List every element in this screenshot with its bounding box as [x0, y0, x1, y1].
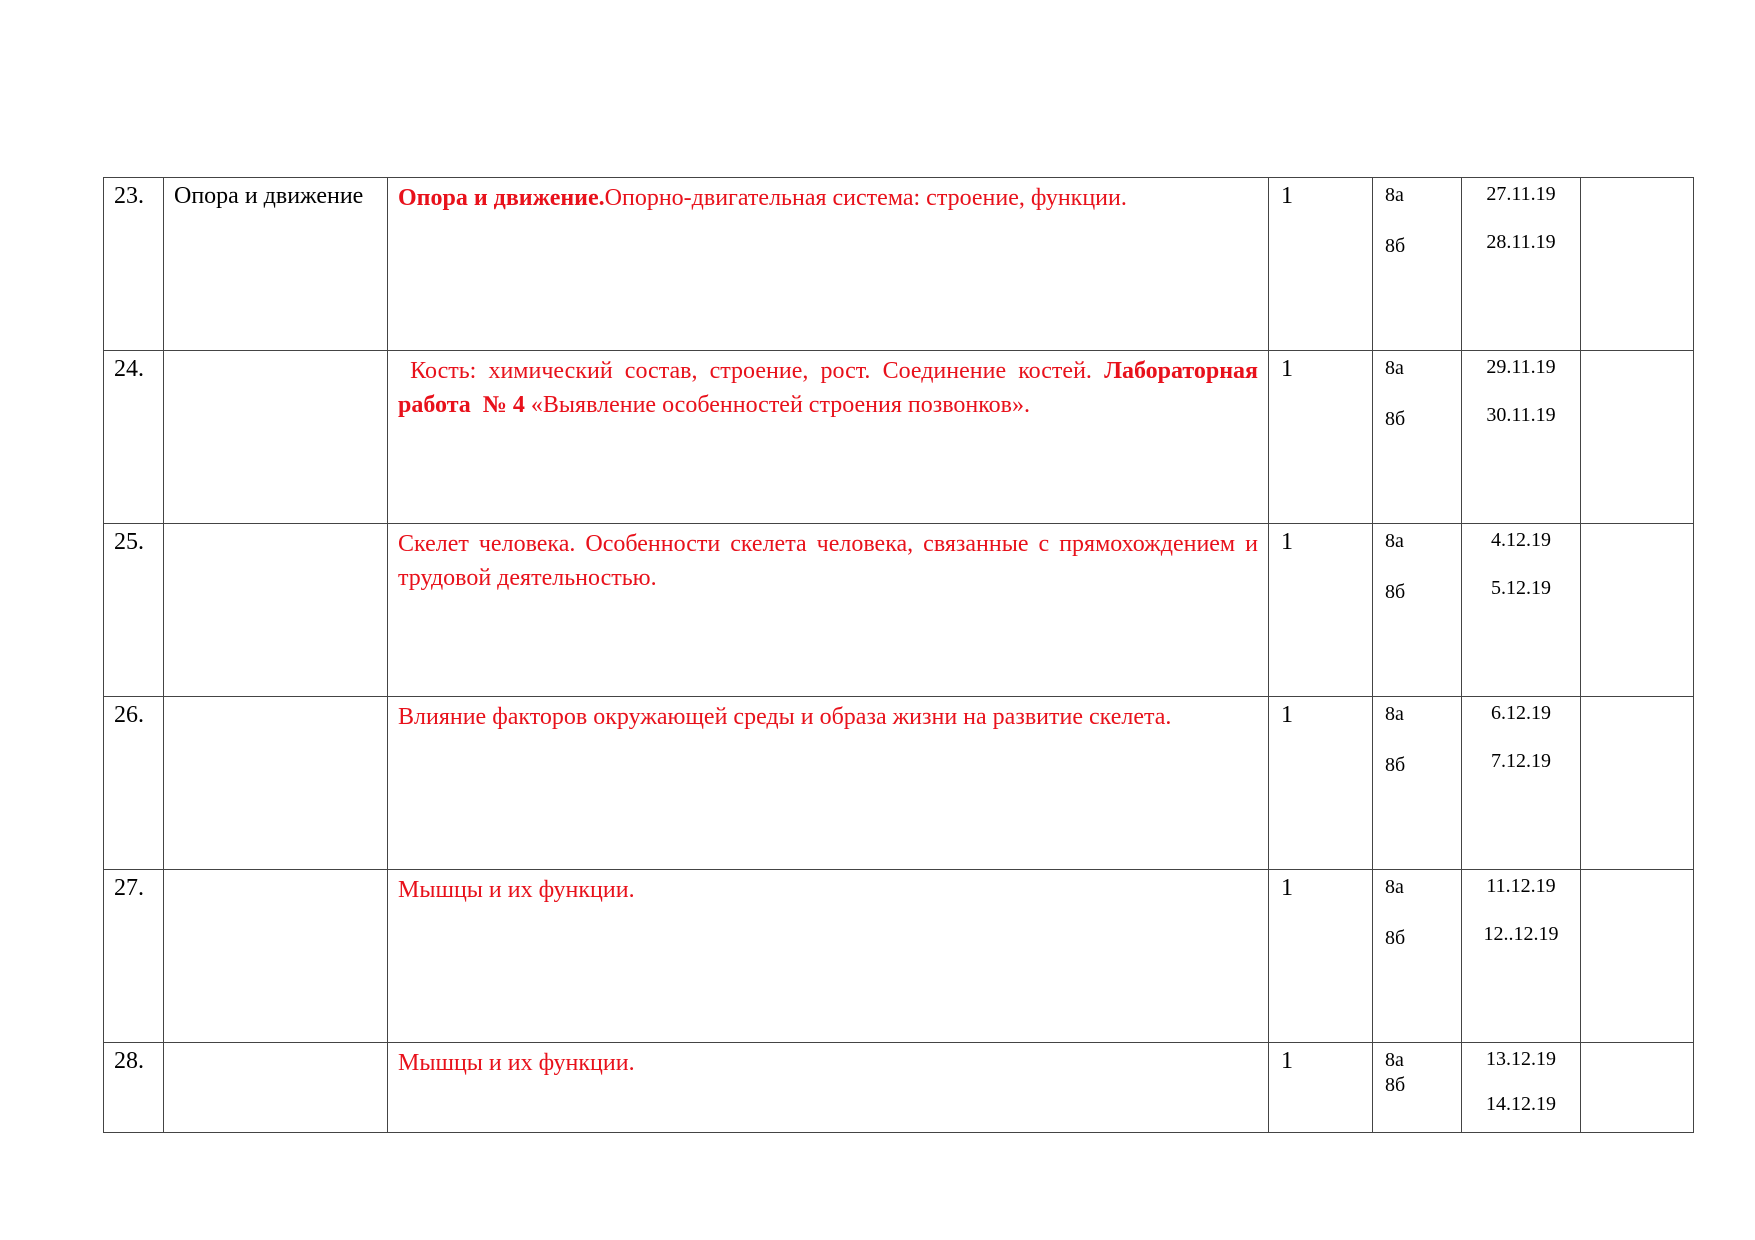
date-value: 14.12.19: [1486, 1093, 1556, 1115]
dates: [1462, 870, 1581, 1043]
section-name: [164, 1043, 388, 1133]
table-row: [104, 1043, 1694, 1133]
lesson-number: 25.: [104, 524, 164, 697]
hours: 1: [1269, 524, 1373, 697]
lesson-topic: Мышцы и их функции.: [388, 1043, 1269, 1133]
date-value: 12..12.19: [1483, 923, 1559, 945]
date-value: 29.11.19: [1486, 356, 1556, 378]
lesson-plan-table: [103, 177, 1694, 1133]
class-label: 8а: [1385, 876, 1404, 898]
classes: [1373, 351, 1462, 524]
date-value: 6.12.19: [1491, 702, 1551, 724]
dates: [1462, 1043, 1581, 1133]
date-value: 30.11.19: [1486, 404, 1556, 426]
lesson-number: 24.: [104, 351, 164, 524]
table-row: [104, 351, 1694, 524]
lesson-topic: Скелет человека. Особенности скелета человека, связанные с прямохождением и трудовой деятельностью.: [388, 524, 1269, 697]
lesson-topic: Мышцы и их функции.: [388, 870, 1269, 1043]
hours: 1: [1269, 178, 1373, 351]
notes-cell: [1581, 697, 1694, 870]
section-name: [164, 351, 388, 524]
hours: 1: [1269, 697, 1373, 870]
dates: [1462, 178, 1581, 351]
classes: [1373, 870, 1462, 1043]
date-value: 7.12.19: [1491, 750, 1551, 772]
notes-cell: [1581, 178, 1694, 351]
class-label: 8а: [1385, 530, 1404, 552]
lesson-number: 26.: [104, 697, 164, 870]
section-name: [164, 870, 388, 1043]
class-label: 8а: [1385, 184, 1404, 206]
class-label: 8б: [1385, 754, 1406, 776]
section-name: [164, 524, 388, 697]
classes: [1373, 697, 1462, 870]
class-label: 8б: [1385, 927, 1406, 949]
table-row: [104, 870, 1694, 1043]
dates: [1462, 697, 1581, 870]
lesson-number: 23.: [104, 178, 164, 351]
topic-text: «Выявление особенностей строения позвонков».: [524, 392, 1031, 418]
lesson-number: 28.: [104, 1043, 164, 1133]
date-value: 11.12.19: [1486, 875, 1556, 897]
lesson-topic: [388, 178, 1269, 351]
section-name: [164, 697, 388, 870]
dates: [1462, 524, 1581, 697]
class-label: 8а: [1385, 703, 1404, 725]
lesson-topic: Влияние факторов окружающей среды и образа жизни на развитие скелета.: [388, 697, 1269, 870]
classes: [1373, 178, 1462, 351]
class-label: 8б: [1385, 1074, 1406, 1096]
class-label: 8б: [1385, 235, 1406, 257]
table-row: [104, 524, 1694, 697]
dates: [1462, 351, 1581, 524]
date-value: 13.12.19: [1486, 1048, 1556, 1070]
classes: [1373, 524, 1462, 697]
topic-bold: Опора и движение.: [398, 185, 605, 211]
notes-cell: [1581, 351, 1694, 524]
hours: 1: [1269, 351, 1373, 524]
date-value: 27.11.19: [1486, 183, 1556, 205]
date-value: 5.12.19: [1491, 577, 1551, 599]
notes-cell: [1581, 870, 1694, 1043]
topic-text: Кость: химический состав, строение, рост. Соединение костей.: [398, 358, 1105, 384]
classes: [1373, 1043, 1462, 1133]
table-row: [104, 178, 1694, 351]
notes-cell: [1581, 1043, 1694, 1133]
class-label: 8б: [1385, 581, 1406, 603]
section-name: Опора и движение: [164, 178, 388, 351]
lesson-topic: [388, 351, 1269, 524]
topic-bold: Лабораторная работа № 4: [398, 358, 1265, 418]
class-label: 8а: [1385, 1049, 1404, 1071]
lesson-number: 27.: [104, 870, 164, 1043]
date-value: 4.12.19: [1491, 529, 1551, 551]
topic-text: Опорно-двигательная система: строение, функции.: [604, 185, 1127, 211]
notes-cell: [1581, 524, 1694, 697]
class-label: 8б: [1385, 408, 1406, 430]
table-row: [104, 697, 1694, 870]
date-value: 28.11.19: [1486, 231, 1556, 253]
hours: 1: [1269, 1043, 1373, 1133]
hours: 1: [1269, 870, 1373, 1043]
class-label: 8а: [1385, 357, 1404, 379]
